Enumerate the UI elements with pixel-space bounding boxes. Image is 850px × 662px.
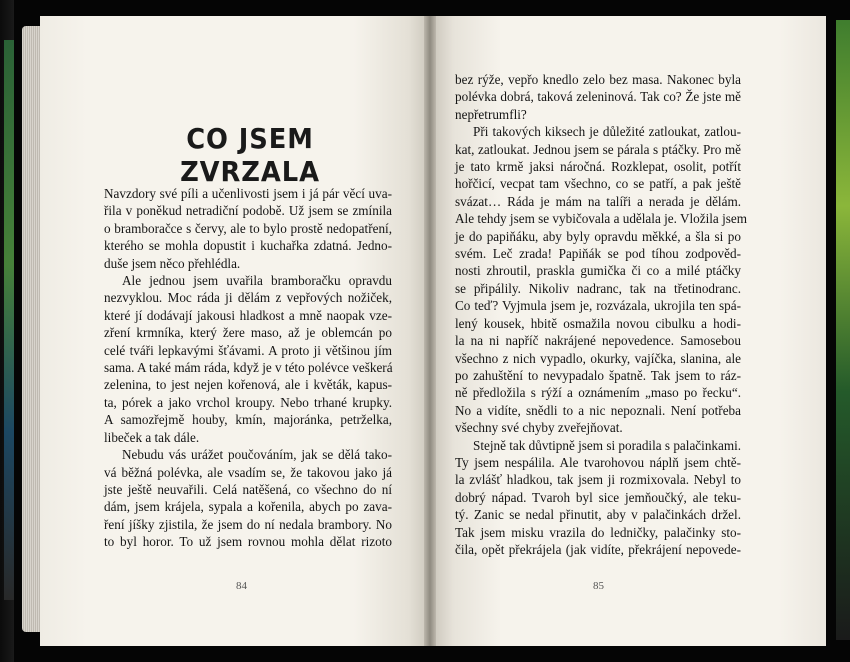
text-line: la zvlášť hladkou, tak jsem ji rozmixovala. Nebyl to xyxy=(455,472,741,488)
right-page-number: 85 xyxy=(593,580,604,592)
text-line: Ale jednou jsem uvařila bramboračku opravdu xyxy=(122,273,392,289)
background-cover-strip-right xyxy=(836,20,850,640)
text-line: všechny své chyby zveřejňovat. xyxy=(455,420,623,436)
text-line: Co teď? Vyjmula jsem je, rozvázala, ukrojila ten spá- xyxy=(455,298,741,314)
text-line: nosti zhroutil, praskla gumička či co a milé ptáčky xyxy=(455,263,741,279)
text-line: hořčicí, vecpat tam všechno, co se patří, a pak ještě xyxy=(455,176,741,192)
text-line: sama. A také mám ráda, když je v této polévce veškerá xyxy=(104,360,393,376)
text-line: tý. Zanic se nedal přinutit, aby v palačinkách držel. xyxy=(455,507,741,523)
text-line: dobrý nápad. Tvaroh byl sice jemňoučký, ale teku- xyxy=(455,489,741,505)
text-line: po zahuštění to nevypadalo špatně. Tak jsem to ráz- xyxy=(455,367,741,383)
text-line: duše jsem něco přehlédla. xyxy=(104,255,241,271)
text-line: lený kousek, hbitě osmažila novou cibulku a hodi- xyxy=(455,315,741,331)
chapter-title: CO JSEM ZVRZALA xyxy=(180,122,320,188)
text-line: se připálily. Nikoliv nadranc, tak na třetinodranc. xyxy=(455,280,741,296)
text-line: jste ještě neuvařili. Celá natěšená, co všechno do ní xyxy=(104,481,392,497)
text-line: nezvyklou. Moc ráda ji dělám z vepřových nožiček, xyxy=(104,290,392,306)
background-cover-strip xyxy=(4,40,14,600)
text-line: ta, pórek a jako vrchol kroupy. Nebo trhané krupky. xyxy=(104,394,392,410)
text-line: celé tváři lepkavými šťávami. A proto ji většinou jím xyxy=(104,342,392,358)
text-line: čila, opět překrájela (jak vidíte, překrájení nepovede- xyxy=(455,541,741,557)
text-line: A samozřejmě houby, kmín, majoránka, petrželka, xyxy=(104,412,392,428)
text-line: vá běžná polévka, ale vsadím se, že takovou jako já xyxy=(104,464,392,480)
text-line: la na ni napříč nakrájené nepovedence. Samosebou xyxy=(455,333,741,349)
text-line: zelenina, to jest nejen kořenová, ale i květák, kapus- xyxy=(104,377,392,393)
text-line: Tak jsem misku vrazila do ledničky, palačinky sto- xyxy=(455,524,741,540)
text-line: kat, zatloukat. Jednou jsem se párala s ptáčky. Pro mě xyxy=(455,141,741,157)
left-page-text xyxy=(104,185,392,551)
text-line: dám, jsem krájela, sypala a kořenila, abych po zava- xyxy=(104,499,392,515)
text-line: Navzdory své píli a učenlivosti jsem i já pár věcí uva- xyxy=(104,186,392,201)
text-line: Při takových kiksech je důležité zatloukat, zatlou- xyxy=(473,124,741,140)
text-line: Ty jsem nespálila. Ale tvarohovou náplň jsem chtě- xyxy=(455,454,741,470)
text-line: které jí dodávají jakousi hladkost a mně naopak vze- xyxy=(104,307,392,323)
text-line: kterého se mohla dopustit i kuchařka zdatná. Jedno- xyxy=(104,238,392,254)
text-line: ně předložila s rýží a oznámením „maso po řecku“. xyxy=(455,385,741,401)
right-page-text xyxy=(455,71,747,558)
text-line: to byl horor. To už jsem rovnou mohla dělat rizoto xyxy=(104,534,392,550)
text-line: polévka dobrá, taková zeleninová. Tak co? Že jste mě xyxy=(455,89,741,105)
text-line: řila v poněkud netradiční podobě. Už jsem se zmínila xyxy=(104,203,392,219)
book-gutter xyxy=(424,16,436,646)
text-line: No a vidíte, snědli to a nic nepoznali. Není potřeba xyxy=(455,402,741,418)
text-line: bez rýže, vepřo knedlo zelo bez masa. Nakonec byla xyxy=(455,72,741,87)
text-line: libeček a tak dále. xyxy=(104,429,200,445)
text-line: o bramboračce s červy, ale to bylo prostě nedopatření, xyxy=(104,220,392,236)
text-line: je tato krmě jaksi náročná. Rozklepat, osolit, potřít xyxy=(455,159,741,175)
text-line: ření jíšky zjistila, že jsem do ní nedala brambory. No xyxy=(104,516,392,532)
text-line: všechno z nich vypadlo, okurky, vajíčka, slanina, ale xyxy=(455,350,741,366)
text-line: nepřetrumfli? xyxy=(455,106,527,122)
text-line: Nebudu vás urážet poučováním, jak se dělá tako- xyxy=(122,447,392,463)
text-line: Ale tehdy jsem se vybičovala a udělala je. Vložila jsem xyxy=(455,211,747,227)
text-line: Stejně tak důvtipně jsem si poradila s palačinkami. xyxy=(473,437,742,453)
text-line: je do papiňáku, aby byly opravdu měkké, a šla si po xyxy=(455,228,741,244)
text-line: zření krmníka, který žere maso, až je oblemcán po xyxy=(104,325,392,341)
text-line: svém. Leč zrada! Papiňák se pod tíhou zodpověd- xyxy=(455,246,741,262)
text-line: svázat… Ráda je mám na talíři a nerada je dělám. xyxy=(455,193,741,209)
left-page-number: 84 xyxy=(236,580,247,592)
